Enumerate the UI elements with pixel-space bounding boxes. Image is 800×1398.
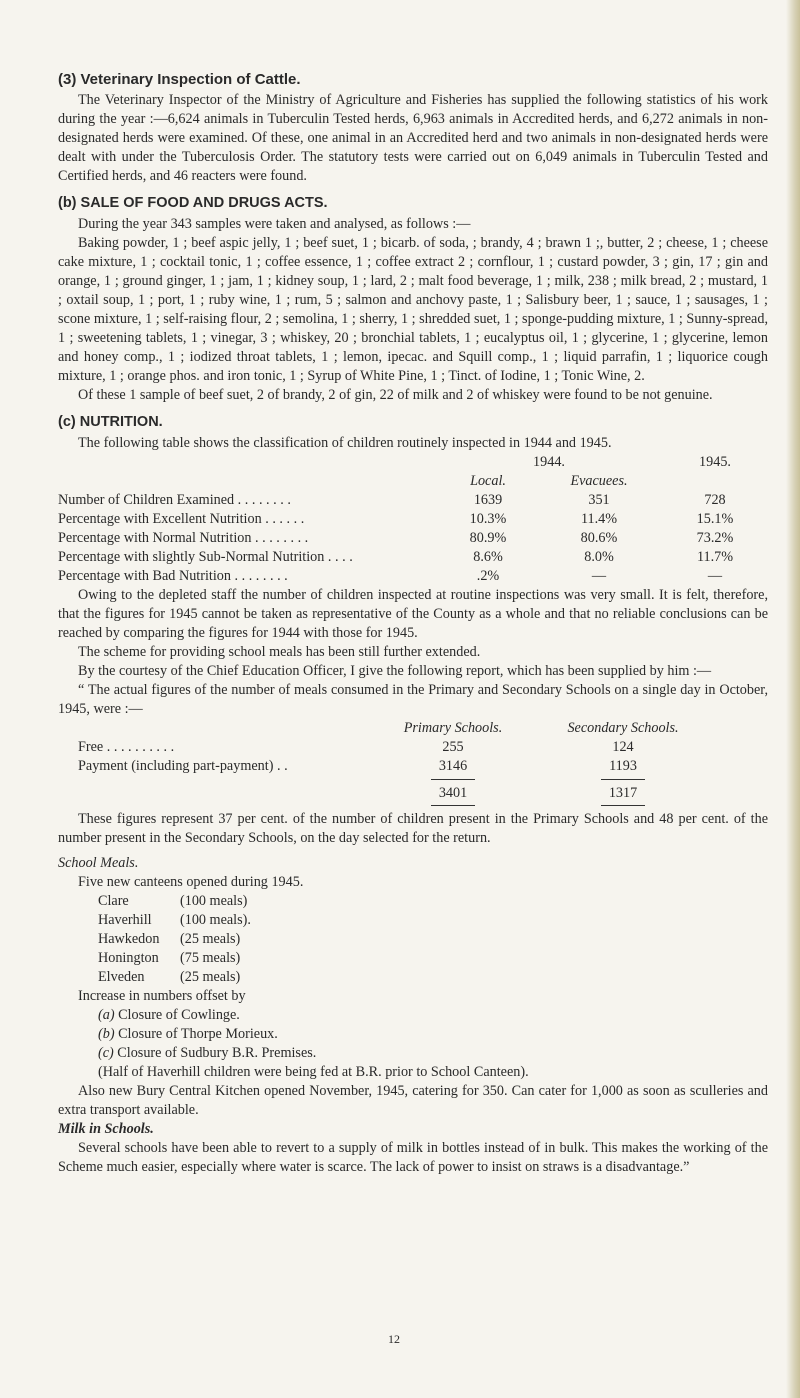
list-item: [98, 930, 251, 949]
local-header: Local.: [470, 473, 506, 489]
meals-table: [78, 719, 718, 806]
local-value: 8.6%: [473, 549, 503, 565]
canteens-intro: Five new canteens opened during 1945.: [78, 874, 304, 890]
section-b-intro: During the year 343 samples were taken and analysed, as follows :—: [78, 216, 471, 232]
row-dots: . . . . . .: [265, 530, 309, 546]
value-1945: 15.1%: [696, 511, 734, 527]
row-label: Free: [78, 739, 104, 755]
canteen-place: Elveden: [98, 969, 145, 985]
list-item: [98, 892, 251, 911]
canteen-place: Haverhill: [98, 912, 152, 928]
list-item: [98, 1044, 768, 1063]
value-1945: 73.2%: [696, 530, 734, 546]
nutrition-table: [58, 453, 770, 586]
closure-text: Closure of Cowlinge.: [118, 1007, 240, 1023]
increase-line: Increase in numbers offset by: [78, 988, 246, 1004]
table-row: [58, 491, 770, 510]
table-row: [58, 510, 770, 529]
section-3-body: The Veterinary Inspector of the Ministry of Agriculture and Fisheries has supplied the following statistics of his work during the year :—6,624 animals in Tuberculin Tested herds, 6,963 animals in Accredited herds, and 6,272 animals in non-designated herds were examined. Of these, one animal in an Accredited herd and two animals in non-designated herds were dealt with under the Tuberculosis Order. The statutory tests were carried out on 6,049 animals in Tuberculin Tested and Certified herds, and 46 reacters were found.: [58, 92, 768, 184]
evacuees-value: 351: [588, 492, 610, 508]
value-1945: —: [707, 568, 723, 584]
list-item: [98, 1006, 768, 1025]
scheme-paragraph: The scheme for providing school meals has been still further extended.: [78, 644, 481, 660]
canteen-meals: (100 meals).: [180, 912, 251, 928]
nutrition-year-row: [58, 453, 770, 472]
closures-list: [98, 1006, 768, 1063]
canteens-list: [98, 892, 251, 987]
canteen-meals: (75 meals): [180, 950, 241, 966]
value-1945: 11.7%: [696, 549, 734, 565]
evacuees-value: —: [591, 568, 607, 584]
page-number: 12: [388, 1332, 400, 1346]
section-b-conclusion: Of these 1 sample of beef suet, 2 of brandy, 2 of gin, 22 of milk and 2 of whiskey were found to be not genuine.: [78, 387, 713, 403]
meals-total-row: [78, 776, 718, 806]
school-meals-heading: School Meals.: [58, 855, 139, 871]
local-value: 10.3%: [469, 511, 507, 527]
nutrition-subheader-row: [58, 472, 770, 491]
table-row: [78, 738, 718, 757]
secondary-value: 1193: [609, 758, 637, 774]
row-label: Number of Children Examined: [58, 492, 235, 508]
evacuees-value: 80.6%: [580, 530, 618, 546]
row-dots: . .: [273, 758, 288, 774]
canteen-meals: (100 meals): [180, 893, 248, 909]
closure-letter: (a): [98, 1007, 115, 1023]
row-label: Percentage with slightly Sub-Normal Nutrition . .: [58, 549, 339, 565]
table-row: [58, 567, 770, 586]
secondary-header: Secondary Schools.: [567, 720, 679, 736]
document-page: [58, 70, 768, 1177]
represent-paragraph: These figures represent 37 per cent. of the number of children present in the Primary Schools and 48 per cent. of the number present in the Secondary Schools, on the day selected for the return.: [58, 811, 768, 846]
row-dots: . . . . . . . .: [234, 492, 291, 508]
section-b-sample-list: Baking powder, 1 ; beef aspic jelly, 1 ; beef suet, 1 ; bicarb. of soda, ; brandy, 4 ; brawn 1 ;, butter, 2 ; cheese, 1 ; cheese cake mixture, 1 ; cocktail tonic, 1 ; coffee essence, 1 ; coffee extract 2 ; cornflour, 1 ; custard powder, 3 ; gin, 17 ; gin and orange, 1 ; ground ginger, 1 ; jam, 1 ; kidney soup, 1 ; lard, 2 ; malt food beverage, 1 ; milk, 238 ; milk bread, 2 ; mustard, 1 ; oxtail soup, 1 ; port, 1 ; ruby wine, 1 ; rum, 5 ; salmon and anchovy paste, 1 ; Salisbury beer, 1 ; sauce, 1 ; sausages, 1 ; scone mixture, 1 ; self-raising flour, 2 ; semolina, 1 ; sherry, 1 ; shredded suet, 1 ; sponge-pudding mixture, 1 ; Sunny-spread, 1 ; sweetening tablets, 1 ; vinegar, 3 ; whiskey, 20 ; bronchial tablets, 1 ; eucalyptus oil, 1 ; glycerine, 1 ; glycerine, lemon and honey comp., 1 ; iodized throat tablets, 1 ; lemon, ipecac. and Squill comp., 1 ; liquid parrafin, 1 ; liquorice cough mixture, 1 ; orange phos. and iron tonic, 1 ; Syrup of White Pine, 1 ; Tinct. of Iodine, 1 ; Tonic Wine, 2.: [58, 235, 768, 384]
list-item: [98, 949, 251, 968]
primary-total: 3401: [431, 779, 475, 806]
canteen-place: Hawkedon: [98, 931, 160, 947]
section-3-heading: (3) Veterinary Inspection of Cattle.: [58, 71, 301, 88]
closure-text: Closure of Sudbury B.R. Premises.: [117, 1045, 317, 1061]
table-row: [58, 548, 770, 567]
canteen-place: Honington: [98, 950, 159, 966]
local-value: 1639: [473, 492, 503, 508]
bury-paragraph: Also new Bury Central Kitchen opened November, 1945, catering for 350. Can cater for 1,000 as soon as sculleries and extra transport available.: [58, 1083, 768, 1118]
canteen-place: Clare: [98, 893, 129, 909]
primary-header: Primary Schools.: [403, 720, 503, 736]
local-value: 80.9%: [469, 530, 507, 546]
table-row: [58, 529, 770, 548]
row-label: Payment (including part-payment): [78, 758, 274, 774]
row-label: Percentage with Bad Nutrition: [58, 568, 231, 584]
canteen-meals: (25 meals): [180, 931, 241, 947]
milk-paragraph: Several schools have been able to revert to a supply of milk in bottles instead of in bulk. This makes the working of the Scheme much easier, especially where water is scarce. The lack of power to insist on straws is a disadvantage.”: [58, 1140, 768, 1175]
row-label: Percentage with Excellent Nutrition: [58, 511, 262, 527]
evacuees-header: Evacuees.: [570, 473, 628, 489]
meals-header-row: [78, 719, 718, 738]
secondary-total: 1317: [601, 779, 645, 806]
local-value: .2%: [476, 568, 500, 584]
closure-letter: (c): [98, 1045, 114, 1061]
secondary-value: 124: [612, 739, 634, 755]
row-label: Percentage with Normal Nutrition . .: [58, 530, 266, 546]
nutrition-intro: The following table shows the classification of children routinely inspected in 1944 and 1945.: [78, 435, 612, 451]
value-1945: 728: [704, 492, 726, 508]
primary-value: 3146: [438, 758, 468, 774]
canteen-meals: (25 meals): [180, 969, 241, 985]
milk-heading: Milk in Schools.: [58, 1121, 154, 1137]
list-item: [98, 911, 251, 930]
row-dots: . .: [338, 549, 353, 565]
evacuees-value: 8.0%: [584, 549, 614, 565]
row-dots: . . . . . . . . . .: [103, 739, 175, 755]
year-1945-header: 1945.: [699, 454, 731, 470]
page-edge-shadow: [786, 0, 800, 1398]
primary-value: 255: [442, 739, 464, 755]
haverhill-note: (Half of Haverhill children were being fed at B.R. prior to School Canteen).: [98, 1064, 529, 1080]
section-b-heading: (b) SALE OF FOOD AND DRUGS ACTS.: [58, 195, 328, 211]
closure-text: Closure of Thorpe Morieux.: [118, 1026, 278, 1042]
list-item: [98, 968, 251, 987]
courtesy-paragraph: By the courtesy of the Chief Education Officer, I give the following report, which has been supplied by him :—: [78, 663, 712, 679]
section-c-heading: (c) NUTRITION.: [58, 414, 163, 430]
row-dots: . . . . . . . .: [230, 568, 288, 584]
row-dots: . . . . . .: [261, 511, 305, 527]
table-row: [78, 757, 718, 776]
list-item: [98, 1025, 768, 1044]
year-1944-header: 1944.: [533, 454, 565, 470]
quote-intro: “ The actual figures of the number of meals consumed in the Primary and Secondary Schools on a single day in October, 1945, were :—: [58, 682, 768, 717]
owing-paragraph: Owing to the depleted staff the number of children inspected at routine inspections was very small. It is felt, therefore, that the figures for 1945 cannot be taken as representative of the County as a whole and that no reliable conclusions can be reached by comparing the figures for 1944 with those for 1945.: [58, 587, 768, 641]
evacuees-value: 11.4%: [580, 511, 618, 527]
closure-letter: (b): [98, 1026, 115, 1042]
